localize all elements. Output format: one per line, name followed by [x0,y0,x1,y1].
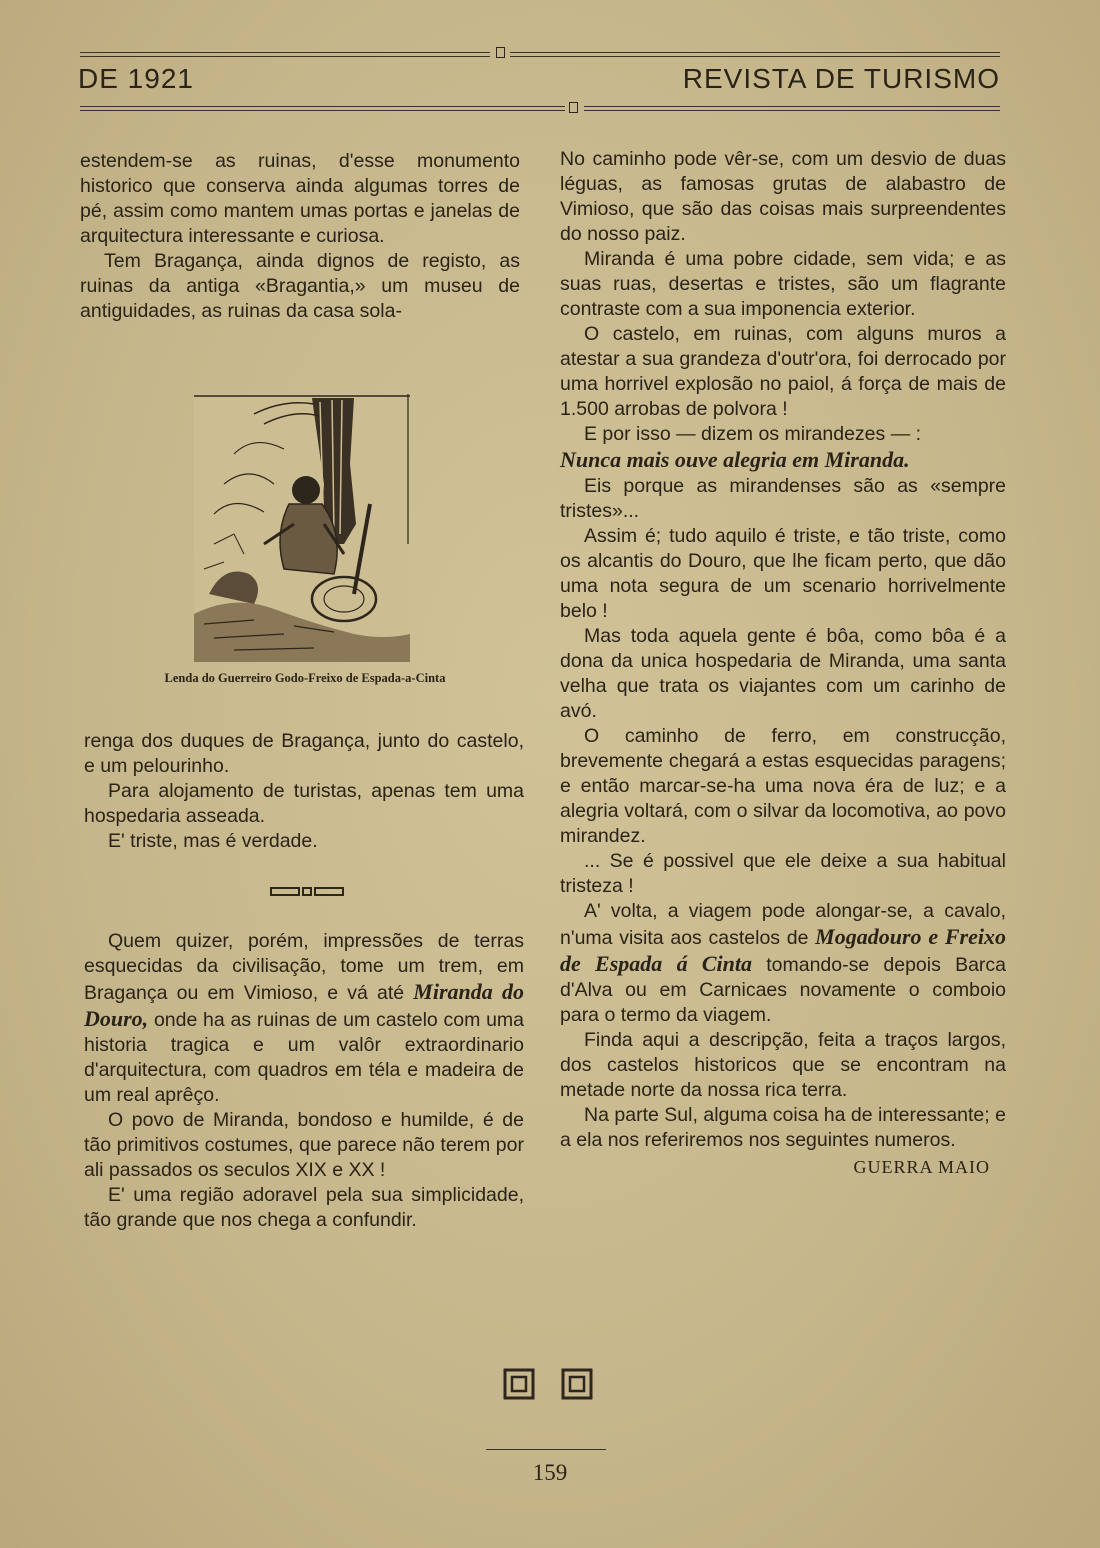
header-bottom-rule-right [584,106,1000,107]
paragraph: renga dos duques de Bragança, junto do castelo, e um pelourinho. [84,730,524,777]
paragraph: No caminho pode vêr-se, com um desvio de duas léguas, as famosas grutas de alabastro de Vimioso, que são das coisas mais surpreendentes do nosso paiz. [560,148,1006,245]
header-top-rule-right [510,52,1000,53]
paragraph: E' uma região adoravel pela sua simplicidade, tão grande que nos chega a confundir. [84,1184,524,1231]
header-bottom-rule-left-2 [80,110,565,111]
paragraph: O caminho de ferro, em construcção, brevemente chegará a estas esquecidas paragens; e então marcar-se-ha uma nova éra de luz; e a alegria voltará, com o silvar da locomotiva, ao povo mirandez. [560,725,1006,847]
left-column-bottom [84,929,524,1233]
italic-quote: Nunca mais ouve alegria em Miranda. [560,447,910,472]
paragraph: Assim é; tudo aquilo é triste, e tão triste, como os alcantis do Douro, que lhe ficam perto, que dão uma nota segura de um scenario horrivelmente belo ! [560,525,1006,622]
warrior-legend-illustration [194,394,410,662]
page-number-rule [486,1449,606,1450]
italic-place-names: Mogadouro e Freixo de Espada á Cinta [560,924,1006,976]
figure-caption: Lenda do Guerreiro Godo-Freixo de Espada-a-Cinta [164,671,446,685]
paragraph: estendem-se as ruinas, d'esse monumento historico que conserva ainda algumas torres de pé, assim como mantem umas portas e janelas de arquitectura interessante e curiosa. [80,150,520,247]
paragraph [84,929,524,1108]
header-bottom-rule-left [80,106,565,107]
paragraph: Eis porque as mirandenses são as «sempre tristes»... [560,475,1006,522]
header-top-rule-left [80,52,490,53]
header-magazine-title: REVISTA DE TURISMO [682,63,1000,94]
left-column-top [80,149,520,324]
header-top-rule-left-2 [80,56,490,57]
text-run: Quem quizer, porém, impressões de terras esquecidas da civilisação, tome um trem, em Bragança ou em Vimioso, e vá até [84,930,524,1004]
paragraph: Miranda é uma pobre cidade, sem vida; e as suas ruas, desertas e tristes, são um flagrante contraste com a sua imponencia exterior. [560,248,1006,320]
text-run: tomando-se depois Barca d'Alva ou em Carnicaes novamente o comboio para o termo da viagem. [560,954,1007,1026]
right-column [560,147,1006,1180]
paragraph: ... Se é possivel que ele deixe a sua habitual tristeza ! [560,850,1006,897]
page-number: 159 [532,1460,568,1485]
text-run: A' volta, a viagem pode alongar-se, a cavalo, n'uma visita aos castelos de [560,900,1006,949]
paragraph: Tem Bragança, ainda dignos de registo, as ruinas da antiga «Bragantia,» um museu de antiguidades, as ruinas da casa sola- [80,250,520,322]
header-top-rule-right-2 [510,56,1000,57]
paragraph: Mas toda aquela gente é bôa, como bôa é a dona da unica hospedaria de Miranda, uma santa velha que trata os viajantes com um carinho de avó. [560,625,1006,722]
text-run: onde ha as ruinas de um castelo com uma historia tragica e um valôr extraordinario d'arquitectura, com quadros em téla e madeira de um real aprêço. [84,1009,525,1106]
paragraph: O povo de Miranda, bondoso e humilde, é de tão primitivos costumes, que parece não terem por ali passados os seculos XIX e XX ! [84,1109,524,1181]
paragraph: E' triste, mas é verdade. [108,830,318,852]
paragraph: Finda aqui a descripção, feita a traços largos, dos castelos historicos que se encontram na metade norte da nossa rica terra. [560,1029,1006,1101]
left-column-after-figure [84,729,524,854]
header-date: DE 1921 [78,63,194,94]
paragraph: Na parte Sul, alguma coisa ha de interessante; e a ela nos referiremos nos seguintes numeros. [560,1104,1006,1151]
paragraph [560,899,1006,1028]
header-bottom-square-ornament [569,102,578,113]
paragraph: O castelo, em ruinas, com alguns muros a atestar a sua grandeza d'outr'ora, foi derrocado por uma horrivel explosão no paiol, á força de mais de 1.500 arrobas de polvora ! [560,323,1006,420]
italic-place-name: Miranda do Douro, [84,979,524,1031]
header-square-ornament [496,47,505,58]
paragraph [560,447,1006,474]
paragraph: E por isso — dizem os mirandezes — : [584,423,922,445]
header-bottom-rule-right-2 [584,110,1000,111]
section-divider-ornament [270,886,346,898]
end-ornament [503,1368,595,1402]
author-signature: GUERRA MAIO [853,1157,990,1177]
paragraph: Para alojamento de turistas, apenas tem uma hospedaria asseada. [84,780,524,827]
